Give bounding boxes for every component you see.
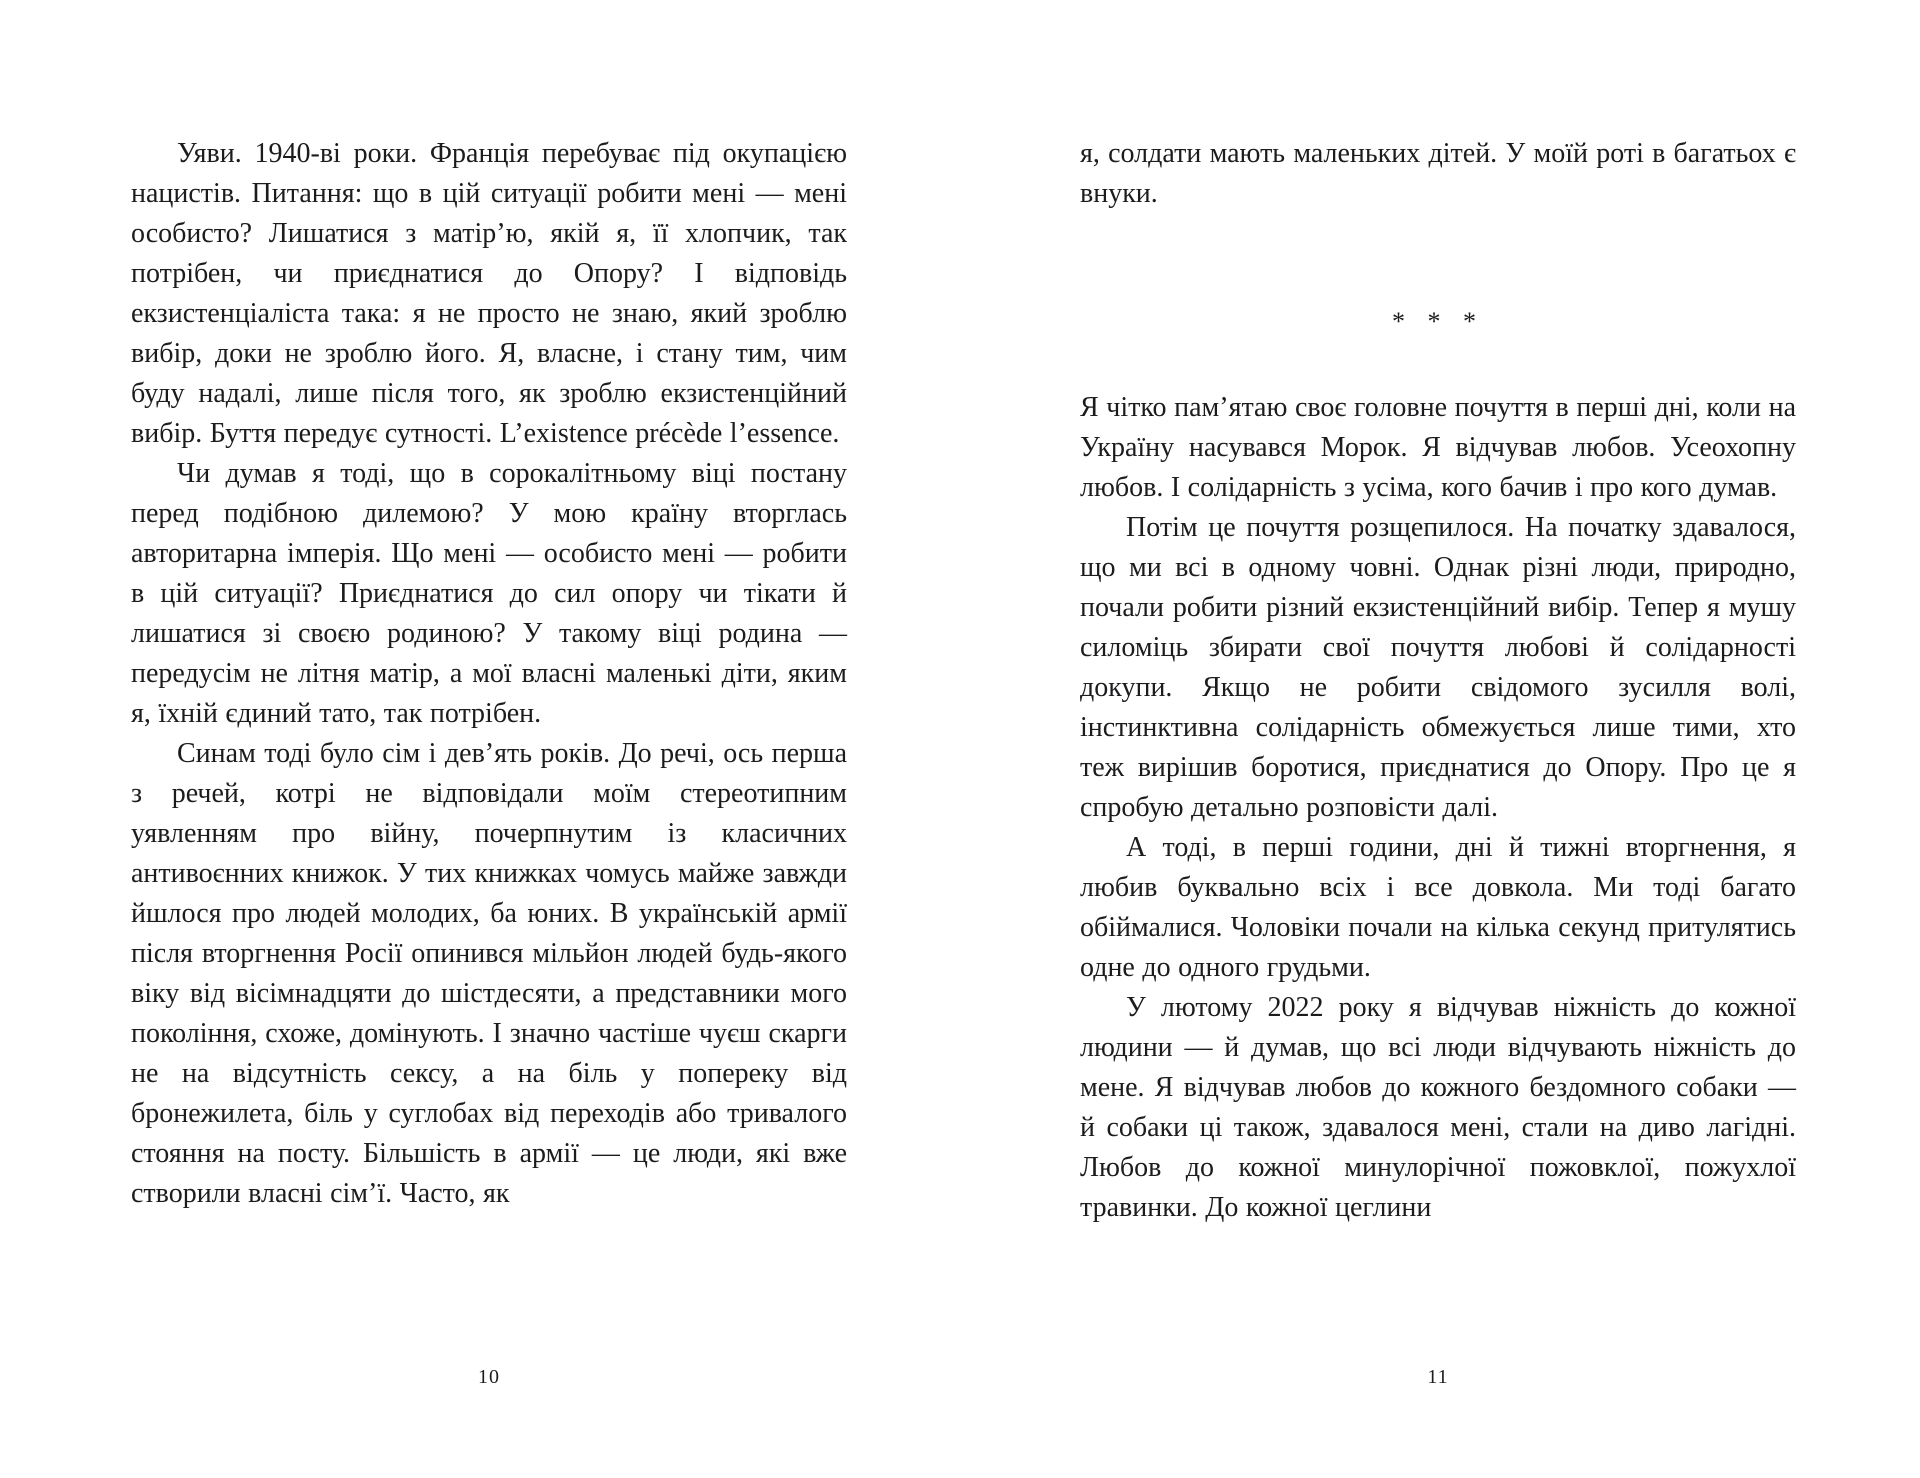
paragraph: Уяви. 1940-ві роки. Франція перебуває під окупацією нацистів. Питання: що в цій ситуації робити мені — мені особисто? Лишатися з матір’ю, якій я, її хлопчик, так потрібен, чи приєднатися до Опору? І відповідь екзистенціаліста така: я не просто не знаю, який зроблю вибір, доки не зроблю його. Я, власне, і стану тим, чим буду надалі, лише після того, як зроблю екзистенційний вибір. Буття передує сутності. L’existence précède l’essence. xyxy=(131,138,847,449)
paragraph: Потім це почуття розщепилося. На початку здавалося, що ми всі в одному човні. Однак різні люди, природно, почали робити різний екзистенційний вибір. Тепер я мушу силоміць збирати свої почуття любові й солідарності докупи. Якщо не робити свідомого зусилля волі, інстинктивна солідарність обмежується лише тими, хто теж вирішив боротися, приєднатися до Опору. Про це я спробую детально розповісти далі. xyxy=(1080,512,1796,823)
page-right xyxy=(1080,134,1796,1414)
page-right-text-block xyxy=(1080,134,1796,1228)
paragraph: Чи думав я тоді, що в сорокалітньому віці постану перед подібною дилемою? У мою країну вторглась авторитарна імперія. Що мені — особисто мені — робити в цій ситуації? Приєднатися до сил опору чи тікати й лишатися зі своєю родиною? У такому віці родина — передусім не літня матір, а мої власні маленькі діти, яким я, їхній єдиний тато, так потрібен. xyxy=(131,458,847,729)
page-number-right: 11 xyxy=(1427,1366,1449,1388)
paragraph: Я чітко пам’ятаю своє головне почуття в перші дні, коли на Україну насувався Морок. Я відчував любов. Усеохопну любов. І солідарність з усіма, кого бачив і про кого думав. xyxy=(1080,392,1796,503)
page-left-text-block xyxy=(131,134,847,1214)
page-number-left: 10 xyxy=(478,1366,500,1388)
section-separator: * * * xyxy=(1392,307,1484,336)
page-left xyxy=(131,134,847,1414)
paragraph: я, солдати мають маленьких дітей. У моїй роті в багатьох є внуки. xyxy=(1080,138,1796,209)
paragraph: А тоді, в перші години, дні й тижні вторгнення, я любив буквально всіх і все довкола. Ми тоді багато обіймалися. Чоловіки почали на кілька секунд притулятись одне до одного грудьми. xyxy=(1080,832,1796,983)
paragraph: Синам тоді було сім і дев’ять років. До речі, ось перша з речей, котрі не відповідали моїм стереотипним уявленням про війну, почерпнутим із класичних антивоєнних книжок. У тих книжках чомусь майже завжди йшлося про людей молодих, ба юних. В українській армії після вторгнення Росії опинився мільйон людей будь-якого віку від вісімнадцяти до шістдесяти, а представники мого покоління, схоже, домінують. І значно частіше чуєш скарги не на відсутність сексу, а на біль у попереку від бронежилета, біль у суглобах від переходів або тривалого стояння на посту. Більшість в армії — це люди, які вже створили власні сім’ї. Часто, як xyxy=(131,738,847,1209)
paragraph: У лютому 2022 року я відчував ніжність до кожної людини — й думав, що всі люди відчувають ніжність до мене. Я відчував любов до кожного бездомного собаки — й собаки ці також, здавалося мені, стали на диво лагідні. Любов до кожної минулорічної пожовклої, пожухлої травинки. До кожної цеглини xyxy=(1080,992,1796,1223)
